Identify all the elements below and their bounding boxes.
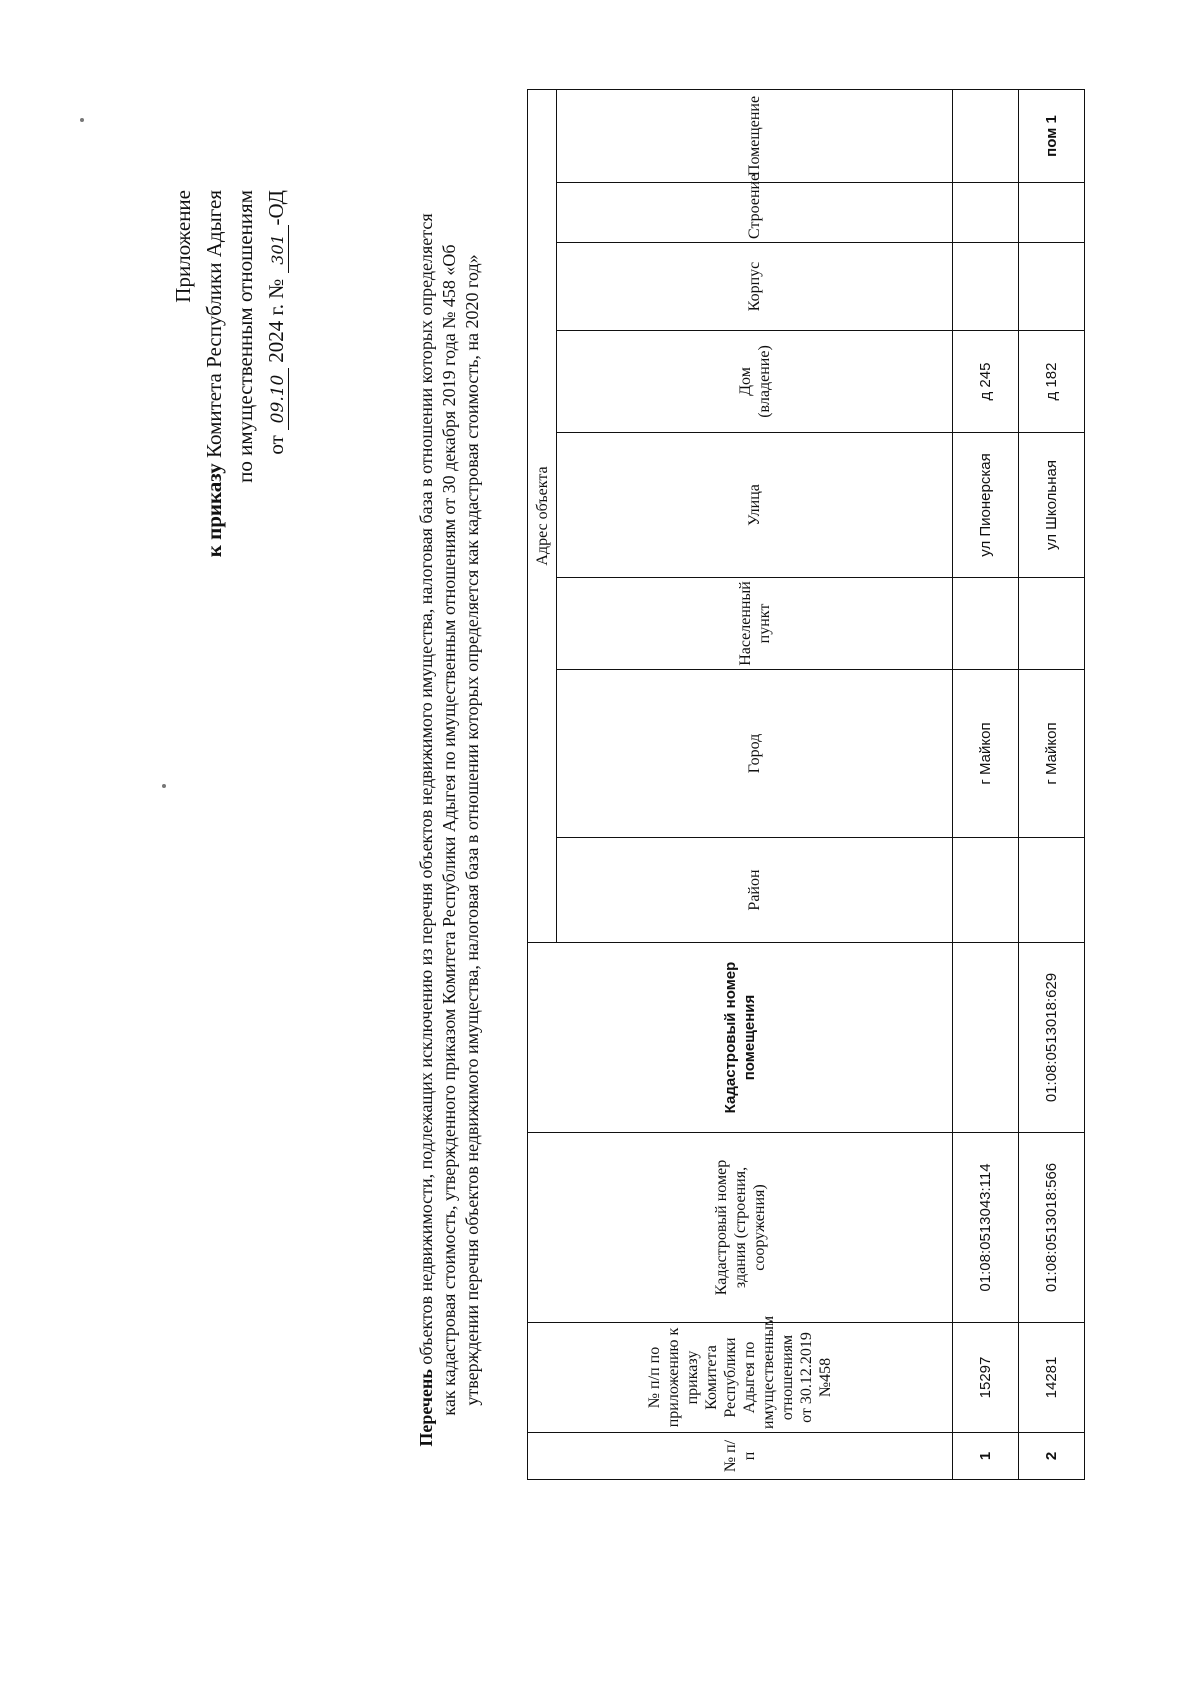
cell-stroenie xyxy=(1019,183,1085,243)
header-pomeshchenie: Помещение xyxy=(557,89,953,182)
table-header-row xyxy=(528,89,557,1479)
table-row xyxy=(1019,89,1085,1479)
cell-house: д 245 xyxy=(953,331,1019,433)
appendix-order-prefix: к приказу xyxy=(202,463,226,558)
number-suffix: -ОД xyxy=(264,190,288,226)
cell-street: ул Школьная xyxy=(1019,433,1085,578)
cell-building-cad: 01:08:0513018:566 xyxy=(1019,1133,1085,1323)
header-city: Город xyxy=(557,670,953,838)
header-house: Дом (владение) xyxy=(557,331,953,433)
header-street: Улица xyxy=(557,433,953,578)
cell-settlement xyxy=(1019,578,1085,670)
cell-street: ул Пионерская xyxy=(953,433,1019,578)
header-district: Район xyxy=(557,838,953,943)
header-num: № п/п xyxy=(528,1433,953,1480)
appendix-order-line xyxy=(199,190,230,557)
header-building-cad: Кадастровый номер здания (строения, сооружения) xyxy=(528,1133,953,1323)
appendix-date-line xyxy=(261,190,292,557)
cell-district xyxy=(953,838,1019,943)
appendix-block xyxy=(168,190,292,557)
cell-premises-cad xyxy=(953,943,1019,1133)
heading-lead: Перечень xyxy=(416,1369,436,1447)
date-prefix: от xyxy=(264,435,288,455)
rotated-sheet xyxy=(50,95,1150,1600)
document-heading xyxy=(415,210,484,1450)
header-korpus: Корпус xyxy=(557,243,953,331)
appendix-dept-line: по имущественным отношениям xyxy=(233,190,257,483)
cell-city: г Майкоп xyxy=(953,670,1019,838)
cell-appendix-num: 14281 xyxy=(1019,1323,1085,1433)
cell-house: д 182 xyxy=(1019,331,1085,433)
cell-korpus xyxy=(953,243,1019,331)
cell-pomeshchenie: пом 1 xyxy=(1019,89,1085,182)
cell-district xyxy=(1019,838,1085,943)
objects-table xyxy=(527,89,1085,1480)
cell-settlement xyxy=(953,578,1019,670)
handwritten-date: 09.10 xyxy=(268,368,289,430)
cell-korpus xyxy=(1019,243,1085,331)
header-stroenie: Строение xyxy=(557,183,953,243)
header-settlement: Населенный пункт xyxy=(557,578,953,670)
handwritten-number: 301 xyxy=(268,225,289,273)
header-appendix-num: № п/п по приложению к приказу Комитета Республики Адыгея по имущественным отношениям от 30.12.2019 №458 xyxy=(528,1323,953,1433)
table-row xyxy=(953,89,1019,1479)
cell-premises-cad: 01:08:0513018:629 xyxy=(1019,943,1085,1133)
header-premises-cad: Кадастровый номер помещения xyxy=(528,943,953,1133)
appendix-committee: Комитета Республики Адыгея xyxy=(202,190,226,464)
cell-pomeshchenie xyxy=(953,89,1019,182)
cell-city: г Майкоп xyxy=(1019,670,1085,838)
cell-building-cad: 01:08:0513043:114 xyxy=(953,1133,1019,1323)
header-address: Адрес объекта xyxy=(528,89,557,942)
appendix-title: Приложение xyxy=(171,190,195,303)
cell-num: 1 xyxy=(953,1433,1019,1480)
cell-stroenie xyxy=(953,183,1019,243)
cell-num: 2 xyxy=(1019,1433,1085,1480)
heading-text: объектов недвижимости, подлежащих исключению из перечня объектов недвижимого имущества, налоговая база в отношении которых определяется как кадастровая стоимость, утвержденного приказом Комитета Республики Адыгея по имущественным отношениям от 30 декабря 2019 года № 458 «Об утверждении перечня объектов недвижимого имущества, налоговая база в отношении которых определяется как кадастровая стоимость, на 2020 год» xyxy=(416,213,482,1416)
date-year: 2024 г. № xyxy=(264,278,288,363)
cell-appendix-num: 15297 xyxy=(953,1323,1019,1433)
